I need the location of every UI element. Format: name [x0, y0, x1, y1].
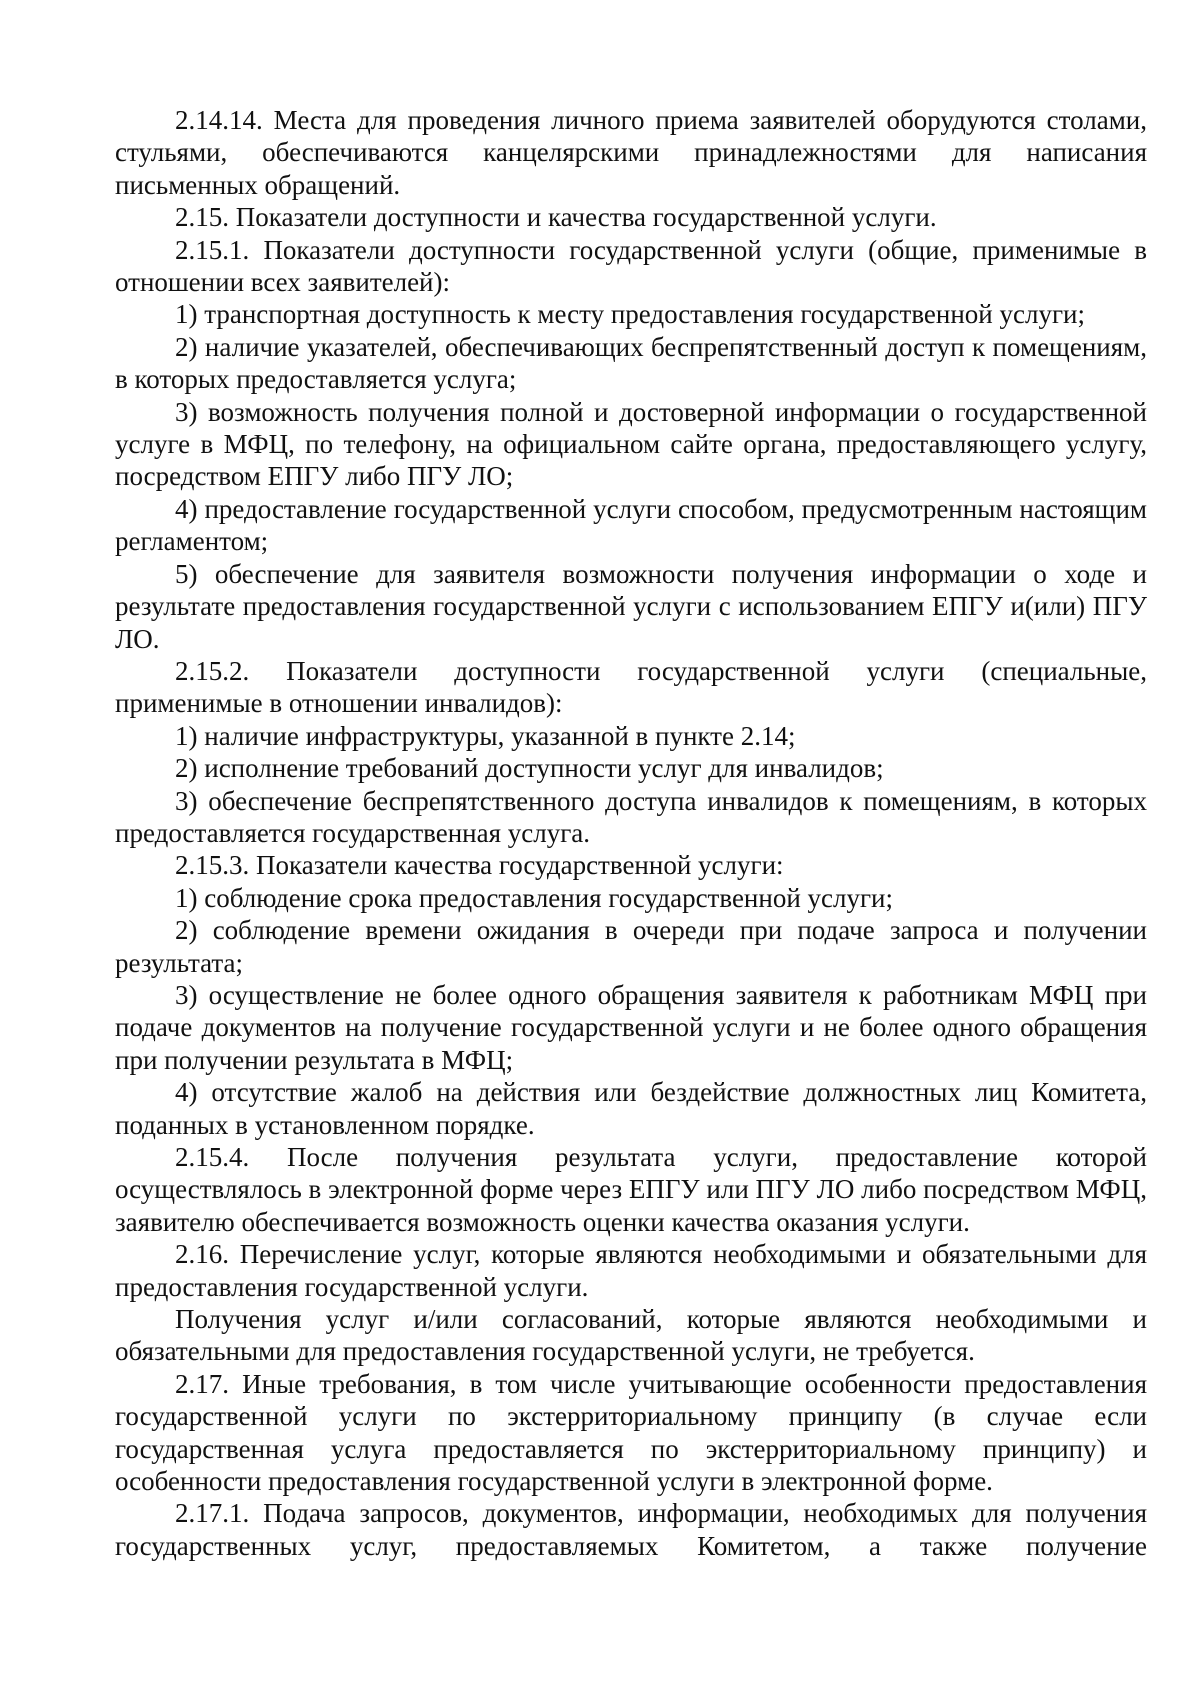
paragraph-2-15-2: 2.15.2. Показатели доступности государственной услуги (специальные, применимые в отношении инвалидов):: [115, 655, 1147, 719]
list-item-2-15-1-3: 3) возможность получения полной и достоверной информации о государственной услуге в МФЦ, по телефону, на официальном сайте органа, предоставляющего услугу, посредством ЕПГУ либо ПГУ ЛО;: [115, 396, 1147, 492]
list-item-2-15-1-1: 1) транспортная доступность к месту предоставления государственной услуги;: [175, 299, 1085, 330]
list-item-2-15-2-3: 3) обеспечение беспрепятственного доступа инвалидов к помещениям, в которых предоставляется государственная услуга.: [115, 785, 1147, 848]
paragraph-2-17-1: 2.17.1. Подача запросов, документов, информации, необходимых для получения государственных услуг, предоставляемых Комитетом, а также получение: [115, 1498, 1147, 1561]
paragraph-2-14-14: 2.14.14. Места для проведения личного приема заявителей оборудуются столами, стульями, обеспечиваются канцелярскими принадлежностями для написания письменных обращений.: [115, 105, 1147, 200]
list-item-2-15-2-1: 1) наличие инфраструктуры, указанной в пункте 2.14;: [175, 720, 796, 751]
list-item-2-15-3-3: 3) осуществление не более одного обращения заявителя к работникам МФЦ при подаче документов на получение государственной услуги и не более одного обращения при получении результата в МФЦ;: [115, 979, 1147, 1075]
paragraph-2-17: 2.17. Иные требования, в том числе учитывающие особенности предоставления государственной услуги по экстерриториальному принципу (в случае если государственная услуга предоставляется по экстерриториальному принципу) и особенности предоставления государственной услуги в электронной форме.: [115, 1368, 1147, 1497]
list-item-2-15-3-1: 1) соблюдение срока предоставления государственной услуги;: [175, 882, 894, 913]
list-item-2-15-1-4: 4) предоставление государственной услуги способом, предусмотренным настоящим регламентом;: [115, 493, 1147, 557]
paragraph-2-16: 2.16. Перечисление услуг, которые являются необходимыми и обязательными для предоставления государственной услуги.: [115, 1239, 1147, 1302]
list-item-2-15-1-2: 2) наличие указателей, обеспечивающих беспрепятственный доступ к помещениям, в которых предоставляется услуга;: [115, 331, 1147, 395]
list-item-2-15-2-2: 2) исполнение требований доступности услуг для инвалидов;: [175, 753, 884, 784]
list-item-2-15-1-5: 5) обеспечение для заявителя возможности получения информации о ходе и результате предоставления государственной услуги с использованием ЕПГУ и(или) ПГУ ЛО.: [115, 558, 1147, 654]
paragraph-2-15-3: 2.15.3. Показатели качества государственной услуги:: [175, 850, 784, 881]
document-page: [115, 104, 1147, 1562]
paragraph-2-16-note: Получения услуг и/или согласований, которые являются необходимыми и обязательными для предоставления государственной услуги, не требуется.: [115, 1304, 1147, 1367]
paragraph-2-15: 2.15. Показатели доступности и качества государственной услуги.: [175, 202, 937, 233]
list-item-2-15-3-2: 2) соблюдение времени ожидания в очереди при подаче запроса и получении результата;: [115, 915, 1147, 978]
paragraph-2-15-4: 2.15.4. После получения результата услуги, предоставление которой осуществлялось в электронной форме через ЕПГУ или ПГУ ЛО либо посредством МФЦ, заявителю обеспечивается возможность оценки качества оказания услуги.: [115, 1142, 1147, 1237]
list-item-2-15-3-4: 4) отсутствие жалоб на действия или бездействие должностных лиц Комитета, поданных в установленном порядке.: [115, 1077, 1147, 1140]
paragraph-2-15-1: 2.15.1. Показатели доступности государственной услуги (общие, применимые в отношении всех заявителей):: [115, 234, 1147, 298]
